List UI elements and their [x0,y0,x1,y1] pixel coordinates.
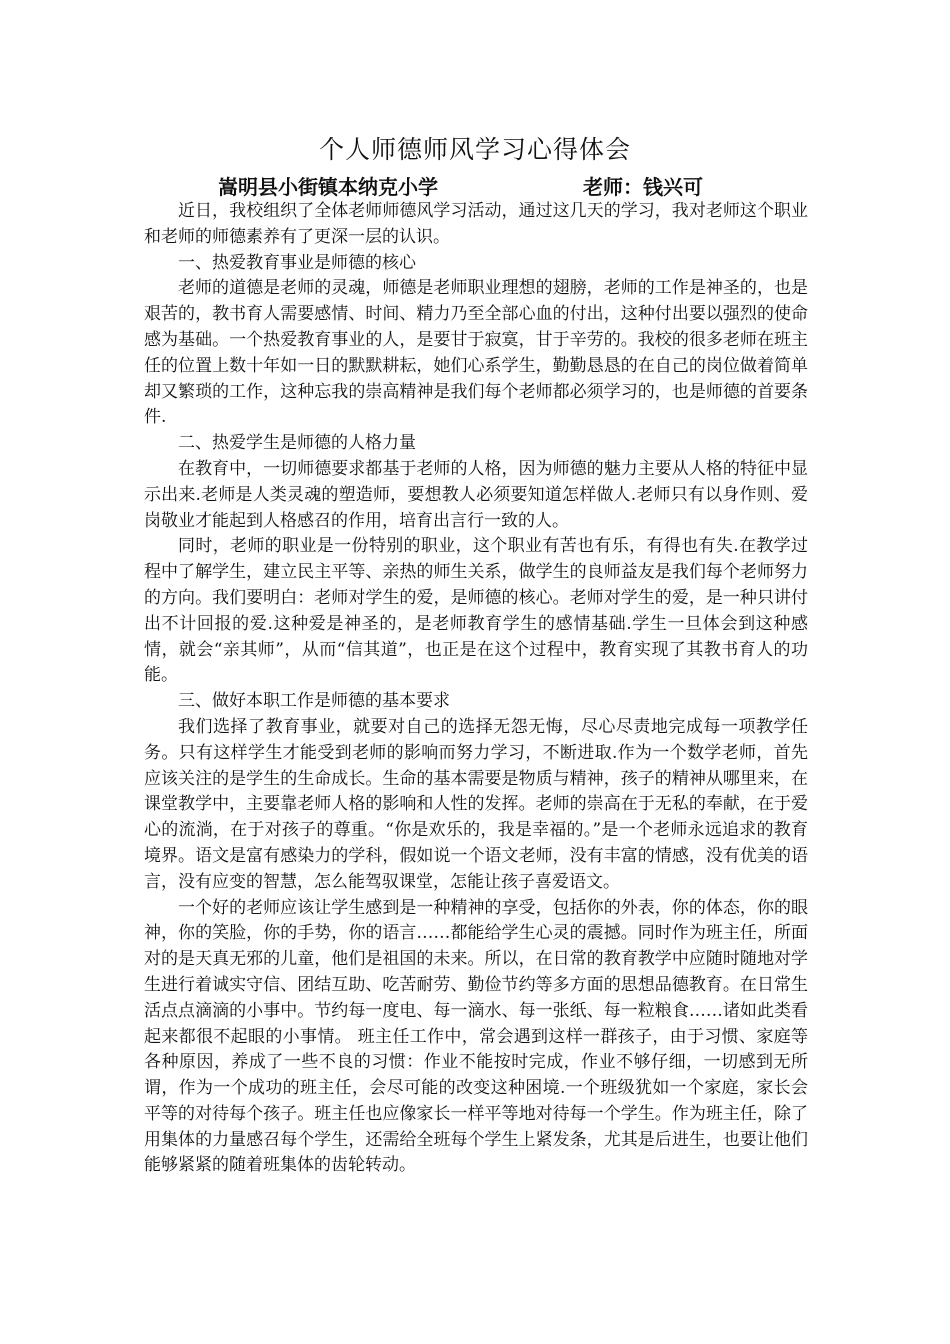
section-heading-3: 三、做好本职工作是师德的基本要求 [178,691,450,712]
paragraph-intro: 近日，我校组织了全体老师师德风学习活动，通过这几天的学习，我对老师这个职业和老师的师德素养有了更深一层的认识。 [144,201,808,247]
paragraph: 老师的道德是老师的灵魂，师德是老师职业理想的翅膀，老师的工作是神圣的，也是艰苦的，教书育人需要感情、时间、精力乃至全部心血的付出，这种付出要以强烈的使命感为基础。一个热爱教育事业的人，是要甘于寂寞，甘于辛劳的。我校的很多老师在班主任的位置上数十年如一日的默默耕耘，她们心系学生，勤勤恳恳的在自己的岗位做着简单却又繁琐的工作，这种忘我的崇高精神是我们每个老师都必须学习的，也是师德的首要条件. [144,278,808,428]
school-name: 嵩明县小街镇本纳克小学 [218,175,438,199]
author-byline [0,173,950,201]
document-body [144,199,808,1179]
document-title: 个人师德师风学习心得体会 [318,135,631,164]
paragraph: 在教育中，一切师德要求都基于老师的人格，因为师德的魅力主要从人格的特征中显示出来.老师是人类灵魂的塑造师，要想教人必须要知道怎样做人.老师只有以身作则、爱岗敬业才能起到人格感召的作用，培育出言行一致的人。 [144,458,808,531]
paragraph: 一个好的老师应该让学生感到是一种精神的享受，包括你的外表，你的体态，你的眼神，你的笑脸，你的手势，你的语言……都能给学生心灵的震撼。同时作为班主任，所面对的是天真无邪的儿童，他们是祖国的未来。所以，在日常的教育教学中应随时随地对学生进行着诚实守信、团结互助、吃苦耐劳、勤俭节约等多方面的思想品德教育。在日常生活点点滴滴的小事中。节约每一度电、每一滴水、每一张纸、每一粒粮食……诸如此类看起来都很不起眼的小事情。 班主任工作中，常会遇到这样一群孩子，由于习惯、家庭等各种原因，养成了一些不良的习惯：作业不能按时完成，作业不够仔细，一切感到无所谓，作为一个成功的班主任，会尽可能的改变这种困境.一个班级犹如一个家庭，家长会平等的对待每个孩子。班主任也应像家长一样平等地对待每一个学生。作为班主任，除了用集体的力量感召每个学生，还需给全班每个学生上紧发条，尤其是后进生，也要让他们能够紧紧的随着班集体的齿轮转动。 [144,897,808,1176]
paragraph: 同时，老师的职业是一份特别的职业，这个职业有苦也有乐，有得也有失.在教学过程中了解学生，建立民主平等、亲热的师生关系，做学生的良师益友是我们每个老师努力的方向。我们要明白：老师对学生的爱，是师德的核心。老师对学生的爱，是一种只讲付出不计回报的爱.这种爱是神圣的，是老师教育学生的感情基础.学生一旦体会到这种感情，就会“亲其师”，从而“信其道”，也正是在这个过程中，教育实现了其教书育人的功能。 [144,536,808,686]
section-heading-2: 二、热爱学生是师德的人格力量 [178,433,416,454]
teacher-name: 老师：钱兴可 [583,175,703,199]
paragraph: 我们选择了教育事业，就要对自己的选择无怨无悔，尽心尽责地完成每一项教学任务。只有这样学生才能受到老师的影响而努力学习，不断进取.作为一个数学老师，首先应该关注的是学生的生命成长。生命的基本需要是物质与精神，孩子的精神从哪里来，在课堂教学中，主要靠老师人格的影响和人性的发挥。老师的崇高在于无私的奉献，在于爱心的流淌，在于对孩子的尊重。“你是欢乐的，我是幸福的。”是一个老师永远追求的教育境界。语文是富有感染力的学科，假如说一个语文老师，没有丰富的情感，没有优美的语言，没有应变的智慧，怎么能驾驭课堂，怎能让孩子喜爱语文。 [144,716,808,892]
section-heading-1: 一、热爱教育事业是师德的核心 [178,252,416,273]
